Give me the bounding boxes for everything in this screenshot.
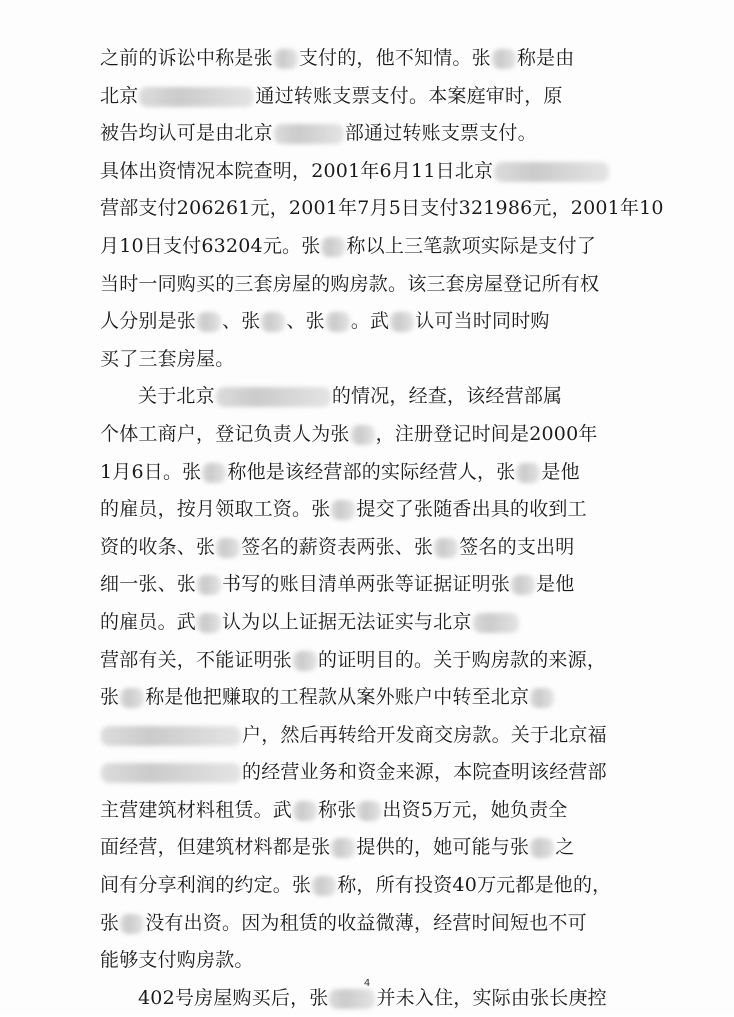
- text-line: 张 没有出资。因为租赁的收益微薄，经营时间短也不可: [100, 911, 587, 934]
- body-text: [100, 40, 664, 1017]
- text-line: 细一张、张 书写的账目清单两张等证据证明张 是他: [100, 573, 575, 596]
- redaction-blur: [329, 989, 375, 1009]
- text-line: 被告均认可是由北京 部通过转账支票支付。: [100, 122, 537, 145]
- redaction-blur: [351, 425, 375, 445]
- redaction-blur: [494, 162, 609, 182]
- redaction-blur: [274, 124, 344, 144]
- text-line: 的雇员，按月领取工资。张 提交了张随香出具的收到工: [100, 498, 587, 521]
- paragraph-start-line: 关于北京 的情况，经查，该经营部属: [138, 385, 563, 408]
- text-line: 个体工商户，登记负责人为张 ，注册登记时间是2000年: [100, 422, 598, 445]
- text-line: 之前的诉讼中称是张 支付的，他不知情。张 称是由: [100, 47, 575, 69]
- redaction-blur: [357, 801, 381, 821]
- redaction-blur: [101, 763, 241, 783]
- redaction-blur: [312, 876, 336, 896]
- redaction-blur: [216, 387, 331, 407]
- redaction-blur: [101, 726, 241, 746]
- redaction-blur: [293, 801, 317, 821]
- redaction-blur: [261, 312, 285, 332]
- redaction-blur: [530, 838, 554, 858]
- text-line: 间有分享利润的约定。张 称，所有投资40万元都是他的，: [100, 874, 612, 897]
- text-line: 营部支付206261元，2001年7月5日支付321986元，2001年10: [100, 197, 664, 220]
- redaction-blur: [321, 237, 345, 257]
- redaction-blur: [216, 538, 240, 558]
- redaction-blur: [516, 463, 540, 483]
- text-line: 买了三套房屋。: [100, 347, 235, 370]
- text-line: 户，然后再转给开发商交房款。关于北京福: [100, 717, 660, 755]
- redaction-blur: [139, 87, 254, 107]
- redaction-blur: [197, 312, 221, 332]
- text-line: 月10日支付63204元。张 称以上三笔款项实际是支付了: [100, 234, 597, 257]
- text-line: 面经营，但建筑材料都是张 提供的，她可能与张 之: [100, 836, 575, 859]
- text-line: 能够支付购房款。: [100, 949, 254, 972]
- redaction-blur: [473, 613, 519, 633]
- text-line: 当时一同购买的三套房屋的购房款。该三套房屋登记所有权: [100, 272, 600, 295]
- text-line: 的雇员。武 认为以上证据无法证实与北京: [100, 604, 660, 642]
- text-line: 具体出资情况本院查明，2001年6月11日北京: [100, 153, 660, 191]
- redaction-blur: [293, 651, 317, 671]
- redaction-blur: [390, 312, 414, 332]
- redaction-blur: [120, 688, 144, 708]
- text-line: 资的收条、张 签名的薪资表两张、张 签名的支出明: [100, 535, 575, 558]
- page-number: 4: [363, 978, 371, 989]
- redaction-blur: [331, 838, 355, 858]
- text-line: 人分别是张 、张 、张 。武 认可当时同时购: [100, 310, 550, 333]
- redaction-blur: [511, 575, 535, 595]
- paragraph-start-line: 402号房屋购买后，张 并未入住，实际由张长庚控: [138, 986, 607, 1009]
- redaction-blur: [434, 538, 458, 558]
- redaction-blur: [274, 49, 298, 69]
- redaction-blur: [197, 575, 221, 595]
- text-line: 的经营业务和资金来源，本院查明该经营部: [100, 754, 660, 792]
- text-line: 1月6日。张 称他是该经营部的实际经营人，张 是他: [100, 460, 580, 483]
- redaction-blur: [331, 500, 355, 520]
- redaction-blur: [492, 49, 516, 69]
- text-line: 北京 通过转账支票支付。本案庭审时，原: [100, 84, 563, 107]
- text-line: 张 称是他把赚取的工程款从案外账户中转至北京: [100, 679, 660, 717]
- redaction-blur: [120, 914, 144, 934]
- redaction-blur: [530, 688, 554, 708]
- text-line: 营部有关，不能证明张 的证明目的。关于购房款的来源，: [100, 648, 607, 671]
- text-line: 主营建筑材料租赁。武 称张 出资5万元，她负责全: [100, 798, 568, 821]
- redaction-blur: [197, 613, 221, 633]
- redaction-blur: [326, 312, 350, 332]
- redaction-blur: [202, 463, 226, 483]
